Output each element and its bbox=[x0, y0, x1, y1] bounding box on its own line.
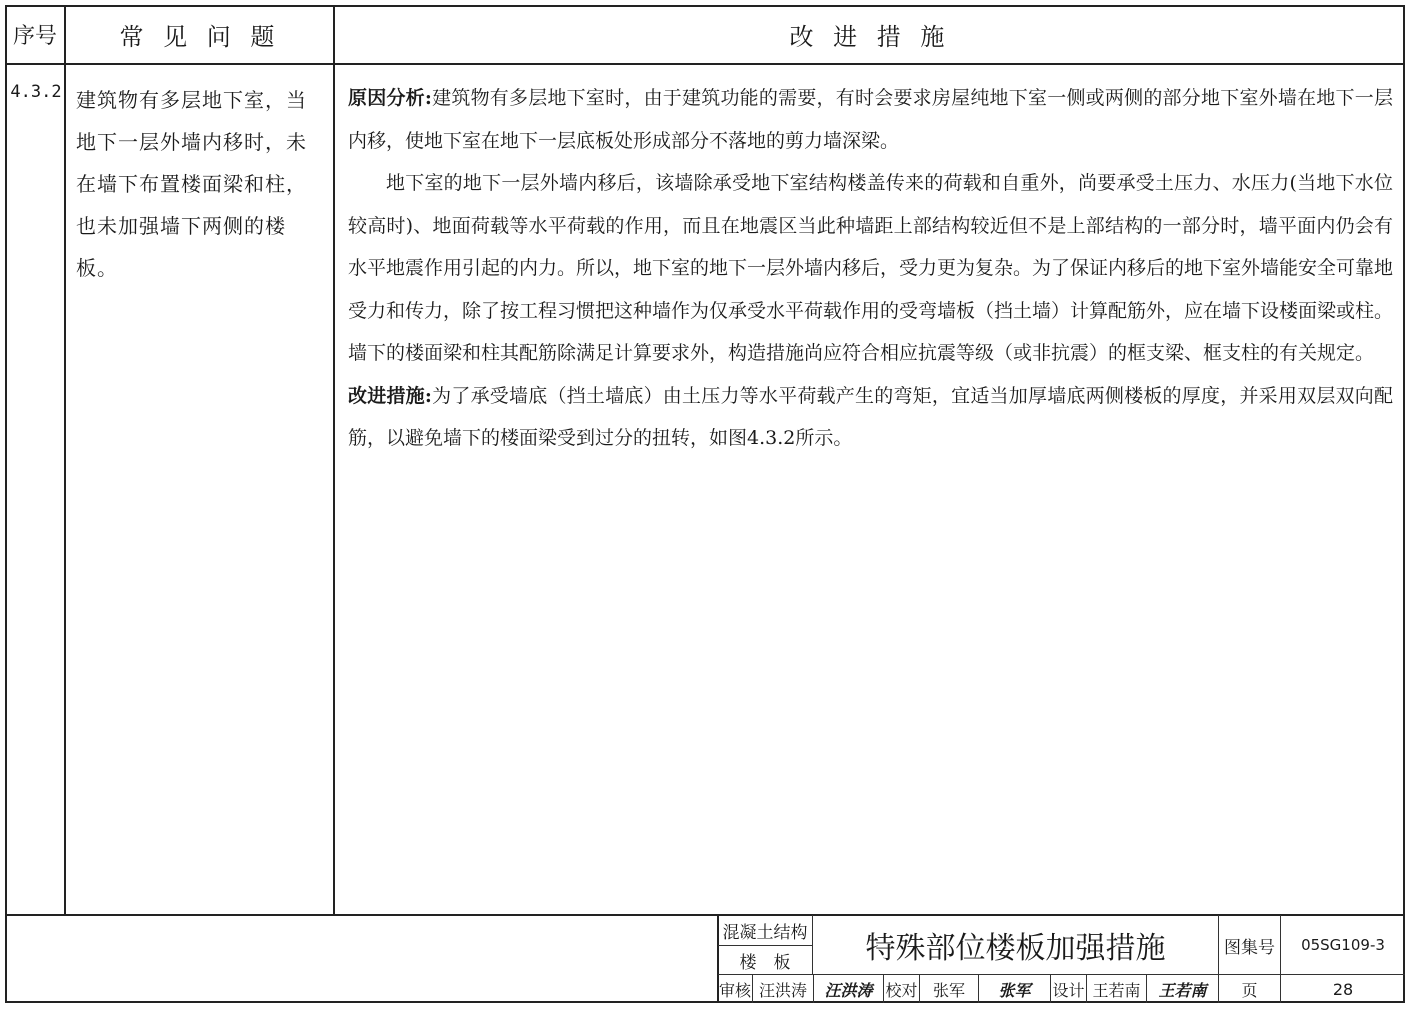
measure-content bbox=[348, 77, 1393, 460]
tb-reviewer-signature: 汪洪涛 bbox=[824, 980, 873, 1000]
tb-category: 混凝土结构 bbox=[722, 923, 808, 943]
cause-paragraph bbox=[348, 77, 1393, 162]
tb-designer-signature: 王若南 bbox=[1158, 980, 1207, 1000]
tb-subcategory: 楼 板 bbox=[739, 952, 791, 973]
tb-title: 特殊部位楼板加强措施 bbox=[865, 931, 1166, 966]
cause-text: 建筑物有多层地下室时，由于建筑功能的需要，有时会要求房屋纯地下室一侧或两侧的部分地下室外墙在地下一层内移，使地下室在地下一层底板处形成部分不落地的剪力墙深梁。 bbox=[348, 87, 1393, 152]
header-issue: 常 见 问 题 bbox=[119, 22, 281, 51]
tb-page-number: 28 bbox=[1332, 979, 1354, 999]
tb-design-label: 设计 bbox=[1052, 980, 1085, 1000]
tb-proofreader: 张军 bbox=[932, 980, 965, 1000]
tb-reviewer: 汪洪涛 bbox=[758, 980, 807, 1000]
measure-label: 改进措施: bbox=[348, 384, 432, 407]
tb-designer: 王若南 bbox=[1092, 980, 1141, 1000]
tb-atlas-number: 05SG109-3 bbox=[1301, 936, 1385, 954]
issue-text: 建筑物有多层地下室，当地下一层外墙内移时，未在墙下布置楼面梁和柱，也未加强墙下两侧的楼板。 bbox=[76, 88, 307, 280]
tb-proof-label: 校对 bbox=[885, 980, 918, 1000]
row-number: 4.3.2 bbox=[10, 82, 62, 102]
cause-label: 原因分析: bbox=[348, 87, 432, 109]
column-divider-2 bbox=[333, 5, 335, 915]
tb-page-label: 页 bbox=[1241, 980, 1258, 1000]
measure-paragraph bbox=[348, 375, 1393, 460]
tb-review-label: 审核 bbox=[718, 980, 751, 1000]
header-divider bbox=[5, 63, 1405, 65]
measure-text: 为了承受墙底（挡土墙底）由土压力等水平荷载产生的弯矩，宜适当加厚墙底两侧楼板的厚度，并采用双层双向配筋，以避免墙下的楼面梁受到过分的扭转，如图4.3.2所示。 bbox=[348, 384, 1393, 449]
header-number: 序号 bbox=[12, 23, 57, 49]
analysis-paragraph: 地下室的地下一层外墙内移后，该墙除承受地下室结构楼盖传来的荷载和自重外，尚要承受土压力、水压力(当地下水位较高时)、地面荷载等水平荷载的作用，而且在地震区当此种墙距上部结构较近但不是上部结构的一部分时，墙平面内仍会有水平地震作用引起的内力。所以，地下室的地下一层外墙内移后，受力更为复杂。为了保证内移后的地下室外墙能安全可靠地受力和传力，除了按工程习惯把这种墙作为仅承受水平荷载作用的受弯墙板（挡土墙）计算配筋外，应在墙下设楼面梁或柱。墙下的楼面梁和柱其配筋除满足计算要求外，构造措施尚应符合相应抗震等级（或非抗震）的框支梁、框支柱的有关规定。 bbox=[348, 172, 1394, 364]
header-measure: 改 进 措 施 bbox=[789, 22, 951, 51]
tb-atlas-label: 图集号 bbox=[1224, 937, 1275, 958]
column-divider-1 bbox=[64, 5, 66, 915]
tb-proofreader-signature: 张军 bbox=[998, 980, 1031, 1000]
